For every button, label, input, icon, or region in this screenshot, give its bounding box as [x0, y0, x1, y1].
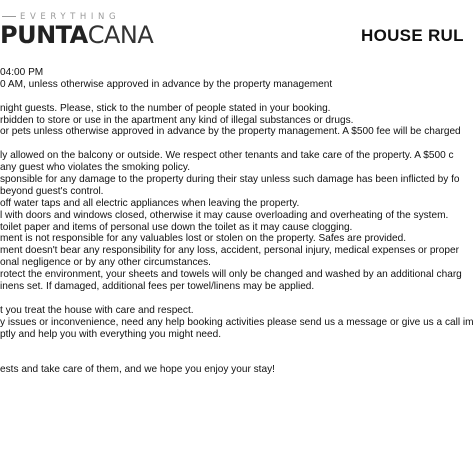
logo-wordmark-light: CANA — [87, 21, 154, 49]
rule-line: l with doors and windows closed, otherwise it may cause overloading and overheating of the system. — [0, 209, 449, 221]
rule-line: toilet paper and items of personal use down the toilet as it may cause clogging. — [0, 221, 353, 233]
section-gap — [0, 340, 450, 364]
rule-line: sponsible for any damage to the property during their stay unless such damage has been inflicted by fo — [0, 174, 460, 186]
rule-line: rotect the environment, your sheets and towels will only be changed and washed by an additional charg — [0, 269, 462, 281]
brand-logo — [0, 12, 160, 52]
rule-line: y issues or inconvenience, need any help booking activities please send us a message or give us a call im — [0, 316, 474, 328]
document-title: HOUSE RUL — [361, 26, 464, 45]
section-gap — [0, 91, 450, 103]
rule-line: ly allowed on the balcony or outside. We respect other tenants and take care of the property. A $500 c — [0, 150, 454, 162]
logo-tagline-text: EVERYTHING — [20, 12, 121, 22]
rule-line: onal negligence or by any other circumstances. — [0, 257, 211, 269]
rule-line: beyond guest's control. — [0, 185, 104, 197]
section-gap — [0, 138, 450, 150]
section-gap — [0, 293, 450, 305]
rules-body — [0, 67, 474, 376]
rule-line: ment is not responsible for any valuables lost or stolen on the property. Safes are provided. — [0, 233, 407, 245]
rule-line: any guest who violates the smoking policy. — [0, 162, 191, 174]
rule-line: inens set. If damaged, additional fees per towel/linens may be applied. — [0, 281, 315, 293]
checkin-time: 04:00 PM — [0, 67, 44, 78]
rule-line: night guests. Please, stick to the number of people stated in your booking. — [0, 102, 331, 114]
farewell-line: ests and take care of them, and we hope you enjoy your stay! — [0, 364, 275, 376]
rule-line: ment doesn't bear any responsibility for any loss, accident, personal injury, medical expenses or proper — [0, 245, 459, 257]
logo-wordmark — [0, 21, 153, 49]
rule-line: rbidden to store or use in the apartment any kind of illegal substances or drugs. — [0, 114, 354, 126]
rule-line: off water taps and all electric appliances when leaving the property. — [0, 197, 300, 209]
logo-tagline-line — [2, 16, 16, 17]
rule-line: t you treat the house with care and respect. — [0, 304, 194, 316]
rule-line: ptly and help you with everything you might need. — [0, 328, 222, 340]
rule-line: or pets unless otherwise approved in advance by the property management. A $500 fee will be charged — [0, 126, 461, 138]
logo-wordmark-bold: PUNTA — [0, 21, 88, 49]
checkout-time: 0 AM, unless otherwise approved in advance by the property management — [0, 78, 333, 90]
